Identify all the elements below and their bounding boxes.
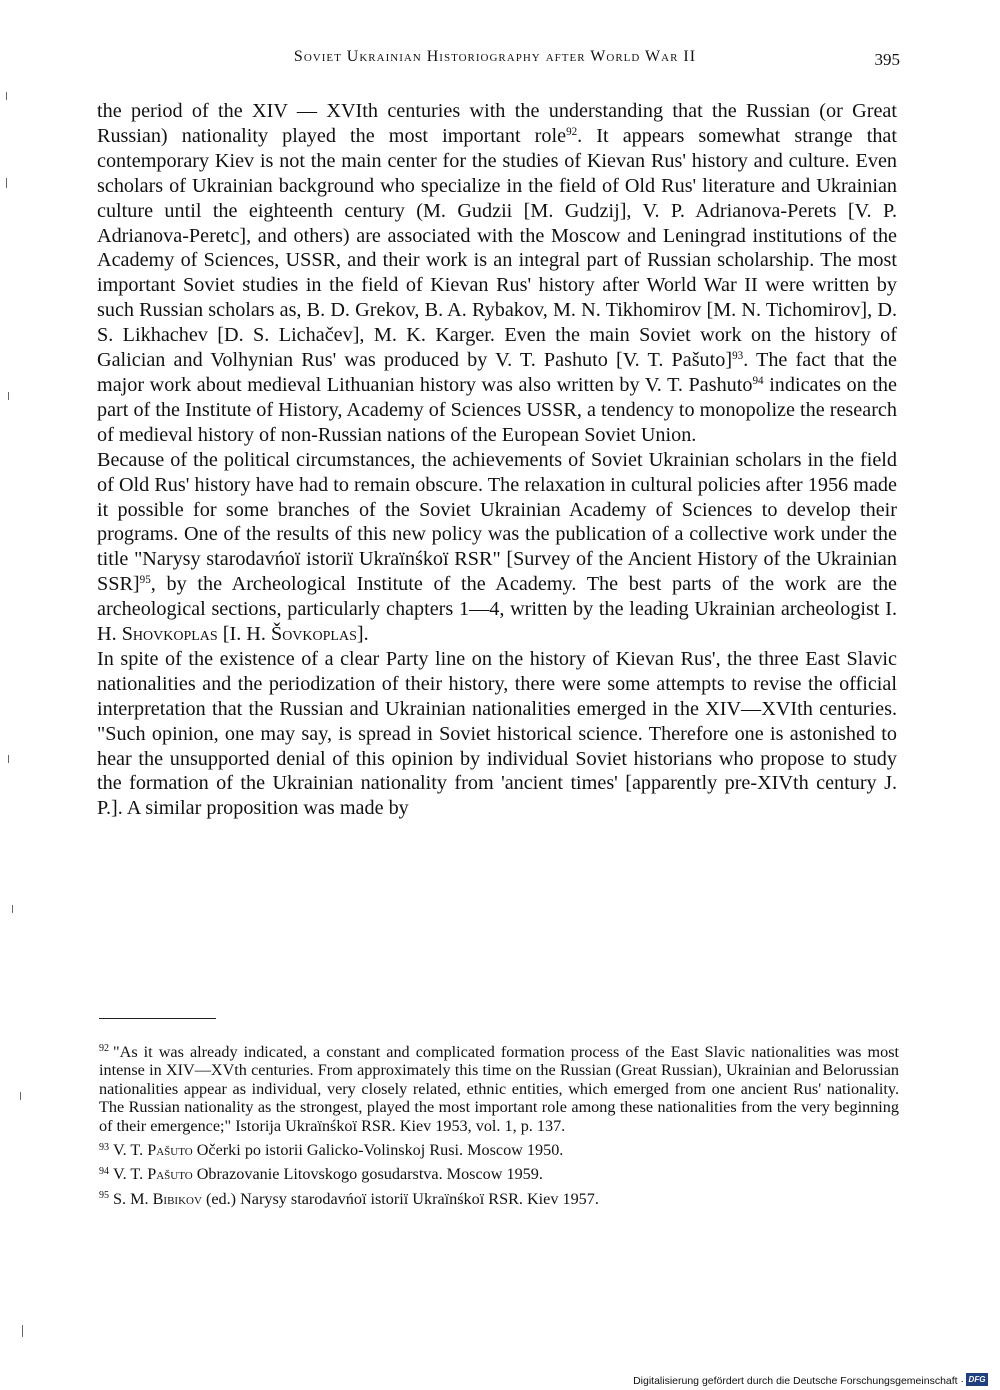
footnote-ref-94[interactable]: 94 [752,374,764,387]
author-name: Shovkoplas [121,623,218,646]
author-name: Šovkoplas [270,623,357,646]
footnote-number: 92 [99,1043,110,1055]
margin-mark [22,1325,23,1337]
text-run: . It appears somewhat strange that contemporary Kiev is not the main center for the studies of Kievan Rus' history and culture. Even scholars of Ukrainian background who specialize in the field of Old Rus' literature and Ukrainian culture until the eighteenth century (M. Gudzii [M. Gudzij], V. P. Adrianova-Perets [V. P. Adrianova-Peretc], and others) are associated with the Moscow and Leningrad institutions of the Academy of Sciences, USSR, and their work is an integral part of Russian scholarship. The most important Soviet studies in the field of Kievan Rus' history after World War II were written by such Russian scholars as, B. D. Grekov, B. A. Rybakov, M. N. Tikhomirov [M. N. Tichomirov], D. S. Likhachev [D. S. Lichačev], M. K. Karger. Even the main Soviet work on the history of Galician and Volhynian Rus' was produced by V. T. Pashuto [V. T. Pašuto] [97,124,897,372]
footnote-text: Očerki po istorii Galicko-Volinskoj Rusi. Moscow 1950. [192,1141,564,1160]
paragraph-2 [97,448,897,647]
page-number: 395 [874,50,900,69]
footnote-number: 95 [99,1190,110,1202]
margin-mark [20,1092,21,1100]
main-text [97,99,897,821]
margin-mark [6,178,7,188]
paragraph-1 [97,99,897,448]
text-run: In spite of the existence of a clear Party line on the history of Kievan Rus', the three East Slavic nationalities and the periodization of their history, there were some attempts to revise the official interpretation that the Russian and Ukrainian nationalities emerged in the XIV—XVIth centuries. "Such opinion, one may say, is spread in Soviet historical science. Therefore one is astonished to hear the unsupported denial of this opinion by individual Soviet historians who propose to study the formation of the Ukrainian nationality from 'ancient times' [apparently pre-XIVth century J. P.]. A similar proposition was made by [97,647,897,820]
digitization-credit: Digitalisierung gefördert durch die Deutsche Forschungsgemeinschaft · [633,1375,964,1387]
margin-mark [8,392,9,400]
paragraph-3 [97,647,897,821]
text-run: indicates on the part of the Institute of History, Academy of Sciences USSR, a tendency to monopolize the research of medieval history of non-Russian nations of the European Soviet Union. [97,373,897,446]
footnote-number: 94 [99,1165,110,1177]
text-run: Because of the political circumstances, the achievements of Soviet Ukrainian scholars in the field of Old Rus' history have had to remain obscure. The relaxation in cultural policies after 1956 made it possible for some branches of the Soviet Ukrainian Academy of Sciences to develop their programs. One of the results of this new policy was the publication of a collective work under the title "Narysy starodavńoï istoriï Ukraïnśkoï RSR" [Survey of the Ancient History of the Ukrainian SSR] [97,448,897,596]
footnote-94 [99,1165,899,1183]
margin-mark [12,905,13,913]
margin-mark [8,755,9,763]
text-run: , by the Archeological Institute of the Academy. The best parts of the work are the archeological sections, particularly chapters 1—4, written by the leading Ukrainian archeologist I. H. [97,573,897,646]
footnote-text: Obrazovanie Litovskogo gosudarstva. Moscow 1959. [192,1165,543,1184]
footnote-number: 93 [99,1141,110,1153]
footnote-95 [99,1190,899,1208]
footnote-divider [99,1018,216,1019]
footnotes [99,1043,899,1214]
footnote-93 [99,1141,899,1159]
footnote-author: V. T. Pašuto [113,1165,193,1184]
footnote-ref-92[interactable]: 92 [566,125,578,138]
footnote-ref-93[interactable]: 93 [732,349,744,362]
dfg-logo-icon: DFG [966,1373,988,1386]
footnote-92 [99,1043,899,1135]
text-run: . The fact that the major work about medieval Lithuanian history was also written by V. T. Pashuto [97,349,897,396]
footnote-text: "As it was already indicated, a constant and complicated formation process of the East Slavic nationalities was most intense in XIV—XVth centuries. From approximately this time on the Russian (Great Russian), Ukrainian and Belorussian nationalities appear as individual, very closely related, ethnic entities, which emerged from one ancient Rus' nationality. The Russian nationality as the strongest, played the most important role among these nationalities from the very beginning of their emergence;" Istorija Ukraïnśkoï RSR. Kiev 1953, vol. 1, p. 137. [99,1043,899,1135]
text-run: ]. [356,623,369,646]
footnote-text: (ed.) Narysy starodavńoï istoriï Ukraïnśkoï RSR. Kiev 1957. [201,1189,599,1208]
running-head: Soviet Ukrainian Historiography after World War II [293,48,697,65]
footnote-ref-95[interactable]: 95 [139,574,151,586]
text-run: the period of the XIV — XVIth centuries with the understanding that the Russian (or Great Russian) nationality played the most important role [97,100,897,147]
text-run: [I. H. [217,623,271,646]
margin-mark [6,92,7,100]
footnote-author: V. T. Pašuto [113,1141,193,1160]
footnote-author: S. M. Bibikov [113,1189,202,1208]
